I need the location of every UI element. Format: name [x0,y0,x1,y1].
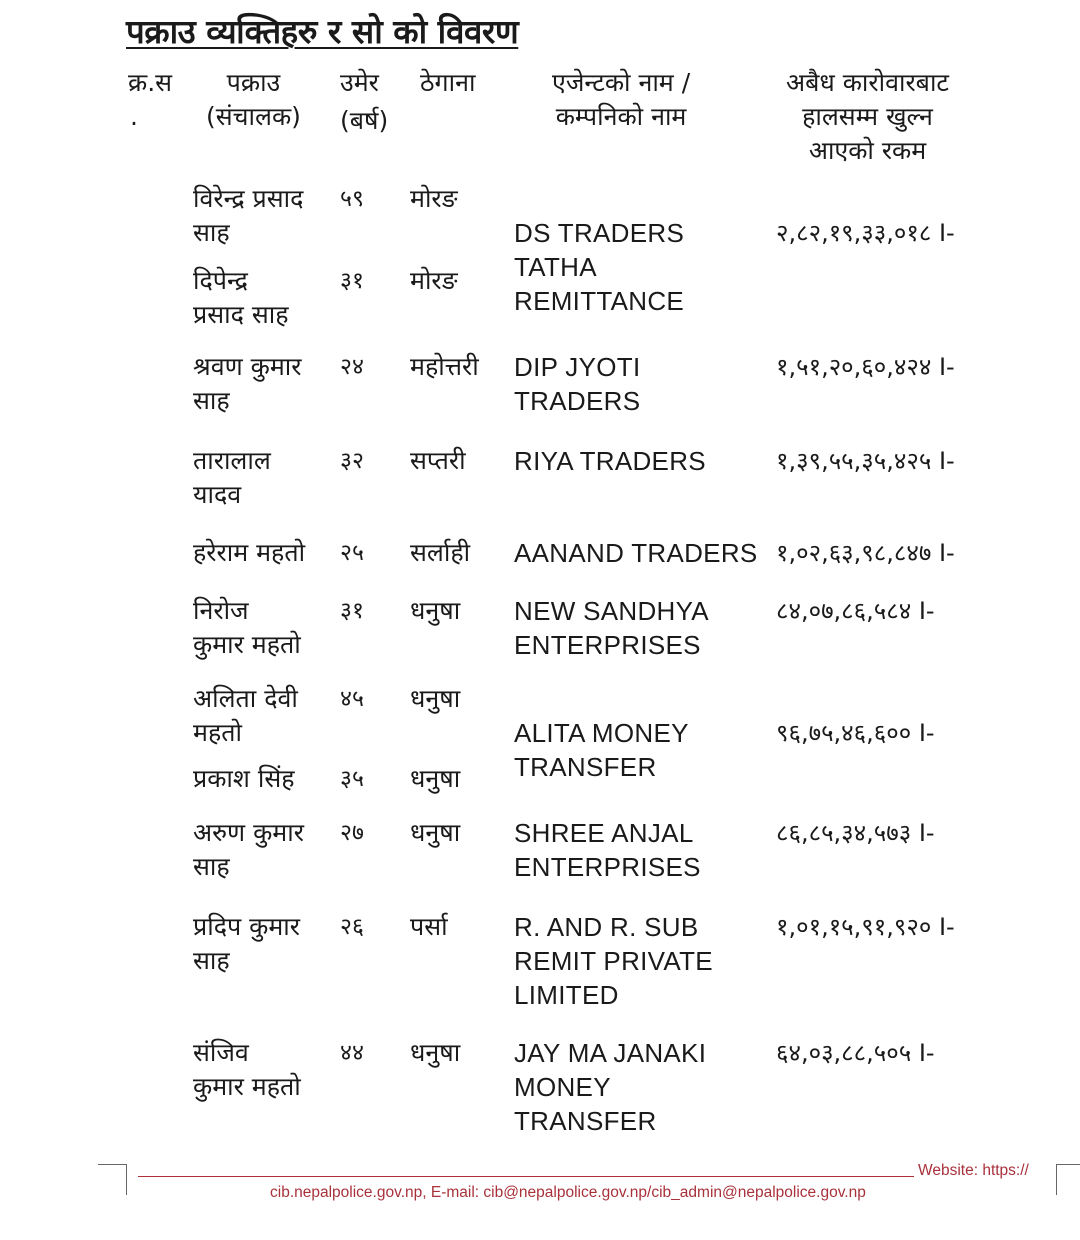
company-name-line: AANAND TRADERS [514,538,758,568]
company-name-line: TATHA [514,252,597,282]
address-value: धनुषा [410,1038,461,1067]
name-line: तारालाल [193,446,271,475]
arrested-person-name [193,816,304,884]
header-age: उमेर (बर्ष) [340,68,389,135]
address-value: धनुषा [410,596,461,625]
age-value: ३५ [340,766,364,792]
amount-value: १,०२,६३,९८,८४७ I- [776,539,955,567]
age-value: ३१ [340,268,364,294]
amount-value: ६४,०३,८८,५०५ I- [776,1039,935,1067]
address-value: पर्सा [410,912,448,941]
company-name-line: REMITTANCE [514,286,685,316]
address-value: धनुषा [410,764,461,793]
age-value: २७ [340,820,364,846]
name-line: कुमार महतो [193,630,301,659]
name-line: यादव [193,480,242,509]
name-line: हरेराम महतो [193,538,306,567]
company-name-line: LIMITED [514,980,619,1010]
age-value: ३१ [340,598,364,624]
amount-value: ८४,०७,८६,५८४ I- [776,597,935,625]
footer-website-label: Website: https:// [918,1162,1029,1179]
address-value: मोरङ [410,266,458,295]
arrested-person-name [193,182,303,250]
footer-rule [138,1176,914,1177]
company-name [514,536,758,570]
company-name-line: REMIT PRIVATE [514,946,713,976]
company-name [514,910,713,1012]
header-address: ठेगाना [420,68,476,97]
name-line: निरोज [193,596,249,625]
company-name [514,444,706,478]
company-name-line: SHREE ANJAL [514,818,694,848]
company-name [514,216,684,318]
company-name-line: ENTERPRISES [514,630,701,660]
arrested-person-name [193,350,301,418]
age-value: ४४ [340,1040,364,1066]
address-value: महोत्तरी [410,352,479,381]
name-line: संजिव [193,1038,249,1067]
age-value: ४५ [340,686,364,712]
company-name [514,1036,706,1138]
company-name [514,594,709,662]
company-name-line: TRANSFER [514,752,657,782]
age-value: ५९ [340,186,364,212]
footer-contact-line: cib.nepalpolice.gov.np, E-mail: cib@nepalpolice.gov.np/cib_admin@nepalpolice.gov.np [270,1184,866,1201]
amount-value: ९६,७५,४६,६०० I- [776,719,935,747]
name-line: प्रकाश सिंह [193,764,295,793]
name-line: साह [193,218,230,247]
header-arrested-name: पक्राउ (संचालक) [206,68,301,131]
arrested-person-name [193,594,301,662]
address-value: धनुषा [410,684,461,713]
document-title: पक्राउ व्यक्तिहरु र सो को विवरण [126,12,519,51]
header-agent-company: एजेन्टको नाम / कम्पनिको नाम [552,68,691,131]
company-name-line: TRANSFER [514,1106,657,1136]
company-name-line: DS TRADERS [514,218,685,248]
amount-value: १,०१,१५,९१,९२० I- [776,913,955,941]
amount-value: २,८२,१९,३३,०१८ I- [776,219,955,247]
arrested-person-name [193,536,305,570]
name-line: साह [193,946,230,975]
arrested-person-name [193,264,288,332]
name-line: अलिता देवी [193,684,298,713]
arrested-person-name [193,762,295,796]
arrested-person-name [193,444,271,512]
company-name-line: ALITA MONEY [514,718,689,748]
company-name-line: JAY MA JANAKI [514,1038,707,1068]
age-value: २६ [340,914,364,940]
age-value: ३२ [340,448,364,474]
company-name-line: RIYA TRADERS [514,446,706,476]
age-value: २४ [340,354,364,380]
name-line: दिपेन्द्र [193,266,248,295]
arrested-person-name [193,910,300,978]
address-value: मोरङ [410,184,458,213]
arrested-person-name [193,1036,301,1104]
name-line: प्रदिप कुमार [193,912,300,941]
name-line: अरुण कुमार [193,818,304,847]
company-name-line: TRADERS [514,386,641,416]
amount-value: ८६,८५,३४,५७३ I- [776,819,935,847]
company-name-line: NEW SANDHYA [514,596,709,626]
header-illegal-amount: अबैध कारोवारबाट हालसम्म खुल्न आएको रकम [786,68,950,165]
company-name-line: ENTERPRISES [514,852,701,882]
name-line: विरेन्द्र प्रसाद [193,184,304,213]
company-name-line: R. AND R. SUB [514,912,699,942]
company-name-line: DIP JYOTI [514,352,641,382]
address-value: सर्लाही [410,538,471,567]
arrested-person-name [193,682,298,750]
amount-value: १,५१,२०,६०,४२४ I- [776,353,955,381]
company-name [514,816,701,884]
name-line: कुमार महतो [193,1072,301,1101]
amount-value: १,३९,५५,३५,४२५ I- [776,447,955,475]
company-name [514,350,640,418]
company-name [514,716,689,784]
name-line: प्रसाद साह [193,300,289,329]
address-value: सप्तरी [410,446,466,475]
name-line: श्रवण कुमार [193,352,302,381]
name-line: साह [193,386,230,415]
age-value: २५ [340,540,364,566]
footer-corner-left [98,1164,127,1195]
company-name-line: MONEY [514,1072,611,1102]
name-line: साह [193,852,230,881]
name-line: महतो [193,718,242,747]
address-value: धनुषा [410,818,461,847]
footer-corner-right [1056,1164,1080,1195]
header-serial-number: क्र.स . [128,68,173,131]
